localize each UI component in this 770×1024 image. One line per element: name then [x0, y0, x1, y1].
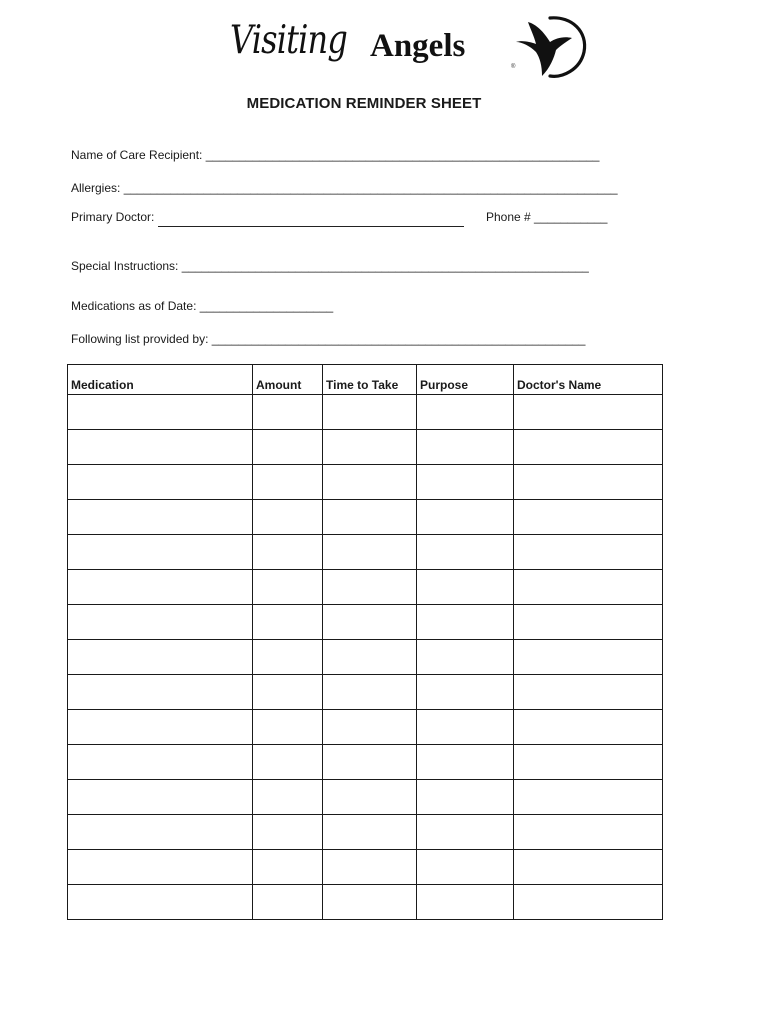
amount-cell[interactable] [253, 885, 323, 920]
logo-script-text: Visiting [230, 18, 347, 63]
purpose-cell[interactable] [417, 745, 514, 780]
doctors-name-cell[interactable] [514, 570, 663, 605]
doctors-name-cell[interactable] [514, 745, 663, 780]
table-row [68, 710, 663, 745]
amount-cell[interactable] [253, 570, 323, 605]
doctors-name-cell[interactable] [514, 430, 663, 465]
doctors-name-cell[interactable] [514, 605, 663, 640]
time-to-take-cell[interactable] [323, 815, 417, 850]
purpose-cell[interactable] [417, 815, 514, 850]
purpose-cell[interactable] [417, 885, 514, 920]
table-row [68, 535, 663, 570]
purpose-cell[interactable] [417, 850, 514, 885]
amount-cell[interactable] [253, 605, 323, 640]
time-to-take-cell[interactable] [323, 500, 417, 535]
doctors-name-cell[interactable] [514, 535, 663, 570]
time-to-take-cell[interactable] [323, 430, 417, 465]
time-to-take-cell[interactable] [323, 640, 417, 675]
doctors-name-cell[interactable] [514, 815, 663, 850]
amount-cell[interactable] [253, 465, 323, 500]
doctors-name-cell[interactable] [514, 465, 663, 500]
logo-serif-text: Angels [370, 28, 466, 64]
medication-cell[interactable] [68, 500, 253, 535]
purpose-cell[interactable] [417, 500, 514, 535]
amount-cell[interactable] [253, 850, 323, 885]
table-row [68, 465, 663, 500]
doctors-name-cell[interactable] [514, 780, 663, 815]
amount-cell[interactable] [253, 430, 323, 465]
medication-cell[interactable] [68, 465, 253, 500]
header-medication: Medication [68, 365, 253, 395]
provided-by-field[interactable]: Following list provided by: ________________________________________________________ [71, 332, 586, 346]
purpose-cell[interactable] [417, 570, 514, 605]
table-row [68, 850, 663, 885]
amount-cell[interactable] [253, 675, 323, 710]
doctors-name-cell[interactable] [514, 640, 663, 675]
purpose-cell[interactable] [417, 465, 514, 500]
time-to-take-cell[interactable] [323, 570, 417, 605]
header-time-to-take: Time to Take [323, 365, 417, 395]
medication-cell[interactable] [68, 710, 253, 745]
table-row [68, 500, 663, 535]
amount-cell[interactable] [253, 395, 323, 430]
visiting-angels-logo [228, 12, 590, 82]
phone-field[interactable]: Phone # ___________ [486, 210, 608, 224]
doctors-name-cell[interactable] [514, 710, 663, 745]
doctors-name-cell[interactable] [514, 850, 663, 885]
table-row [68, 885, 663, 920]
time-to-take-cell[interactable] [323, 605, 417, 640]
purpose-cell[interactable] [417, 535, 514, 570]
table-row [68, 570, 663, 605]
amount-cell[interactable] [253, 815, 323, 850]
medication-cell[interactable] [68, 745, 253, 780]
purpose-cell[interactable] [417, 710, 514, 745]
doctors-name-cell[interactable] [514, 395, 663, 430]
medications-date-field[interactable]: Medications as of Date: ____________________ [71, 299, 334, 313]
primary-doctor-line[interactable] [158, 226, 464, 227]
table-row [68, 430, 663, 465]
doctors-name-cell[interactable] [514, 675, 663, 710]
doctors-name-cell[interactable] [514, 885, 663, 920]
medication-cell[interactable] [68, 815, 253, 850]
medication-table-body [68, 395, 663, 920]
amount-cell[interactable] [253, 745, 323, 780]
purpose-cell[interactable] [417, 430, 514, 465]
medication-cell[interactable] [68, 605, 253, 640]
amount-cell[interactable] [253, 780, 323, 815]
time-to-take-cell[interactable] [323, 395, 417, 430]
medication-cell[interactable] [68, 535, 253, 570]
allergies-field[interactable]: Allergies: __________________________________________________________________________ [71, 181, 618, 195]
care-recipient-field[interactable]: Name of Care Recipient: ___________________________________________________________ [71, 148, 600, 162]
registered-mark: ® [511, 64, 516, 70]
time-to-take-cell[interactable] [323, 850, 417, 885]
medication-cell[interactable] [68, 640, 253, 675]
table-header-row [68, 365, 663, 395]
time-to-take-cell[interactable] [323, 710, 417, 745]
purpose-cell[interactable] [417, 780, 514, 815]
medication-table [67, 364, 663, 920]
angel-bird-icon [510, 12, 590, 82]
table-row [68, 605, 663, 640]
purpose-cell[interactable] [417, 640, 514, 675]
purpose-cell[interactable] [417, 605, 514, 640]
table-row [68, 815, 663, 850]
medication-cell[interactable] [68, 675, 253, 710]
amount-cell[interactable] [253, 640, 323, 675]
time-to-take-cell[interactable] [323, 465, 417, 500]
table-row [68, 675, 663, 710]
medication-cell[interactable] [68, 395, 253, 430]
header-doctors-name: Doctor's Name [514, 365, 663, 395]
time-to-take-cell[interactable] [323, 885, 417, 920]
amount-cell[interactable] [253, 710, 323, 745]
medication-cell[interactable] [68, 430, 253, 465]
time-to-take-cell[interactable] [323, 780, 417, 815]
time-to-take-cell[interactable] [323, 675, 417, 710]
document-title: MEDICATION REMINDER SHEET [246, 95, 482, 112]
header-amount: Amount [253, 365, 323, 395]
table-row [68, 395, 663, 430]
time-to-take-cell[interactable] [323, 535, 417, 570]
doctors-name-cell[interactable] [514, 500, 663, 535]
table-row [68, 745, 663, 780]
header-purpose: Purpose [417, 365, 514, 395]
table-row [68, 640, 663, 675]
amount-cell[interactable] [253, 500, 323, 535]
time-to-take-cell[interactable] [323, 745, 417, 780]
table-row [68, 780, 663, 815]
medication-cell[interactable] [68, 885, 253, 920]
medication-cell[interactable] [68, 850, 253, 885]
special-instructions-field[interactable]: Special Instructions: _____________________________________________________________ [71, 259, 589, 273]
purpose-cell[interactable] [417, 675, 514, 710]
medication-cell[interactable] [68, 570, 253, 605]
amount-cell[interactable] [253, 535, 323, 570]
medication-cell[interactable] [68, 780, 253, 815]
purpose-cell[interactable] [417, 395, 514, 430]
primary-doctor-label: Primary Doctor: [71, 210, 155, 224]
